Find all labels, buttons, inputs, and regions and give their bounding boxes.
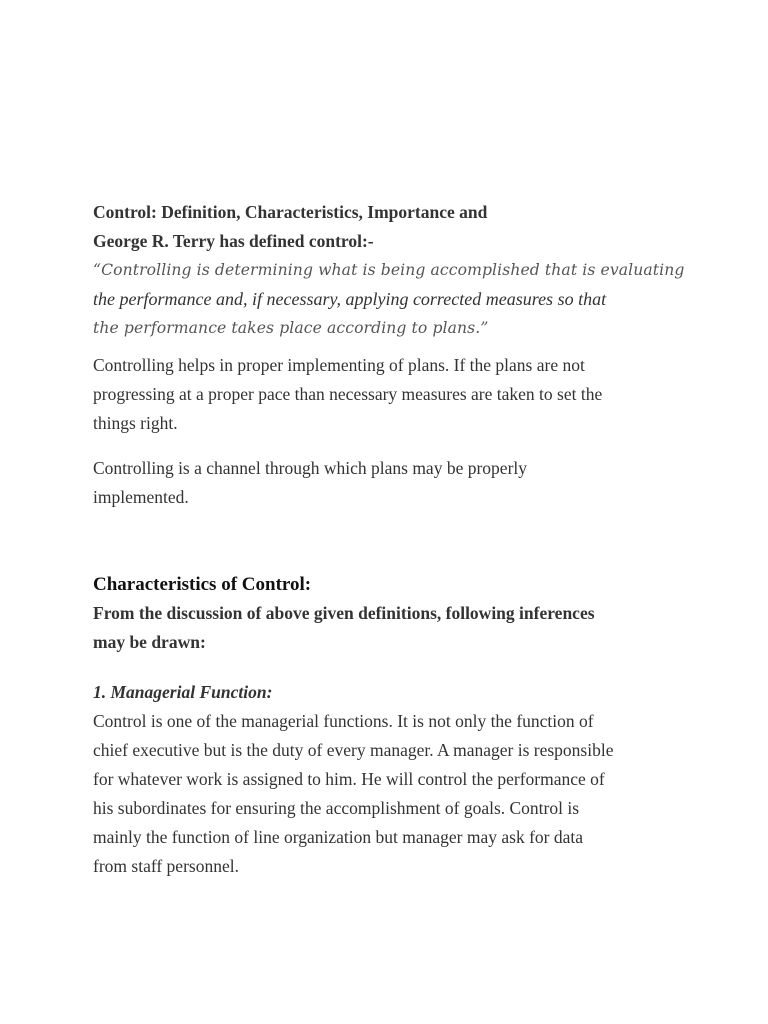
title-line: George R. Terry has defined control:- (93, 231, 374, 251)
paragraph-line: implemented. (93, 487, 189, 507)
section-heading: Characteristics of Control: (93, 574, 312, 595)
title-line: Control: Definition, Characteristics, Importance and (93, 202, 488, 222)
paragraph-line: Control is one of the managerial functions. It is not only the function of (93, 711, 594, 731)
paragraph-line: his subordinates for ensuring the accomplishment of goals. Control is (93, 798, 580, 818)
paragraph-line: chief executive but is the duty of every manager. A manager is responsible (93, 740, 614, 760)
paragraph-line: progressing at a proper pace than necessary measures are taken to set the (93, 384, 603, 404)
terry-quote (93, 256, 683, 343)
paragraph-line: Controlling helps in proper implementing of plans. If the plans are not (93, 355, 585, 375)
quote-line: the performance takes place according to plans.” (93, 319, 489, 337)
paragraph-line: mainly the function of line organization but manager may ask for data (93, 827, 584, 847)
quote-line: “Controlling is determining what is being accomplished that is evaluating (93, 261, 685, 279)
paragraph-line: from staff personnel. (93, 856, 239, 876)
subheading-line: From the discussion of above given definitions, following inferences (93, 603, 595, 623)
document-title (93, 198, 683, 256)
paragraph-implementing-plans (93, 351, 683, 438)
subheading-line: may be drawn: (93, 632, 206, 652)
paragraph-line: things right. (93, 413, 178, 433)
document-page (93, 198, 683, 897)
paragraph-line: Controlling is a channel through which plans may be properly (93, 458, 528, 478)
paragraph-managerial-function (93, 707, 683, 881)
quote-line: the performance and, if necessary, applying corrected measures so that (93, 289, 607, 309)
paragraph-line: for whatever work is assigned to him. He will control the performance of (93, 769, 605, 789)
item-title-managerial-function: 1. Managerial Function: (93, 682, 273, 702)
paragraph-channel (93, 454, 683, 512)
section-subheading (93, 599, 683, 657)
